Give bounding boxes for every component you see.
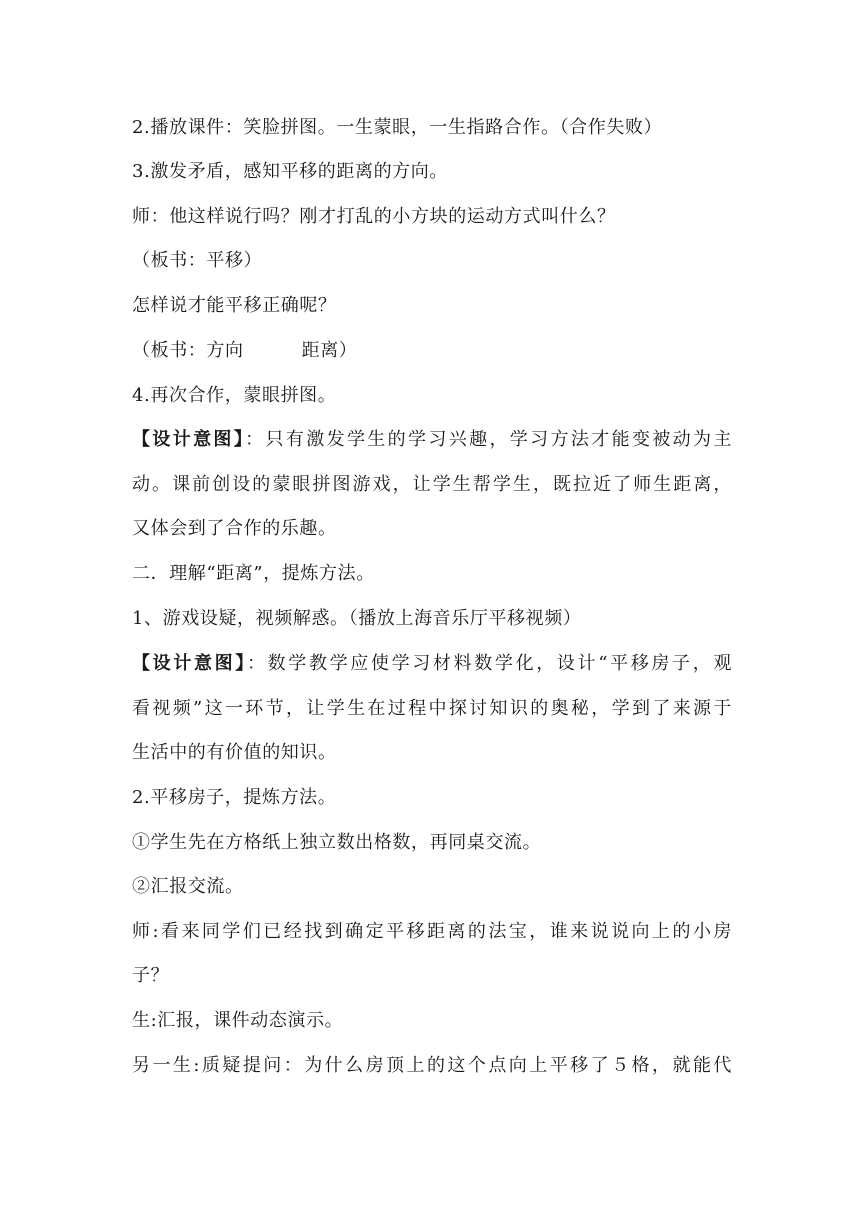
text-line-13: [132, 652, 732, 676]
design-intent-text: ：数学教学应使学习材料数学化，设计“平移房子，观: [246, 653, 732, 674]
text-line-8: [132, 428, 732, 452]
text-line-14: 看视频”这一环节，让学生在过程中探讨知识的奥秘，学到了来源于: [132, 698, 732, 719]
board-note-distance: 距离）: [301, 340, 358, 361]
text-line-18: ②汇报交流。: [132, 876, 244, 897]
text-line-2: 3.激发矛盾，感知平移的距离的方向。: [132, 161, 448, 182]
text-line-4: （板书：平移）: [132, 250, 263, 271]
section-heading: 二．理解“距离”，提炼方法。: [132, 563, 375, 584]
text-line-5: 怎样说才能平移正确呢？: [132, 295, 337, 316]
text-line-7: 4.再次合作，蒙眼拼图。: [132, 385, 337, 406]
text-line-17: ①学生先在方格纸上独立数出格数，再同桌交流。: [132, 832, 542, 853]
design-intent-label: 【设计意图】: [132, 653, 247, 674]
text-line-22: 另一生:质疑提问：为什么房顶上的这个点向上平移了５格，就能代: [132, 1055, 732, 1076]
text-line-20: 子？: [132, 965, 170, 986]
text-line-15: 生活中的有价值的知识。: [132, 742, 337, 763]
design-intent-label: 【设计意图】: [132, 429, 246, 450]
text-line-3: 师：他这样说行吗？刚才打乱的小方块的运动方式叫什么？: [132, 206, 616, 227]
text-line-6: [132, 339, 732, 363]
text-line-21: 生:汇报，课件动态演示。: [132, 1010, 344, 1031]
text-line-16: 2.平移房子，提炼方法。: [132, 787, 337, 808]
text-line-19: 师:看来同学们已经找到确定平移距离的法宝，谁来说说向上的小房: [132, 921, 732, 942]
design-intent-text: ：只有激发学生的学习兴趣，学习方法才能变被动为主: [245, 429, 732, 450]
text-line-1: 2.播放课件：笑脸拼图。一生蒙眼，一生指路合作。（合作失败）: [132, 117, 663, 138]
text-line-9: 动。课前创设的蒙眼拼图游戏，让学生帮学生，既拉近了师生距离，: [132, 474, 732, 495]
board-note-direction: （板书：方向: [132, 340, 244, 361]
text-line-10: 又体会到了合作的乐趣。: [132, 518, 337, 539]
text-line-12: 1、游戏设疑，视频解惑。（播放上海音乐厅平移视频）: [132, 608, 582, 629]
